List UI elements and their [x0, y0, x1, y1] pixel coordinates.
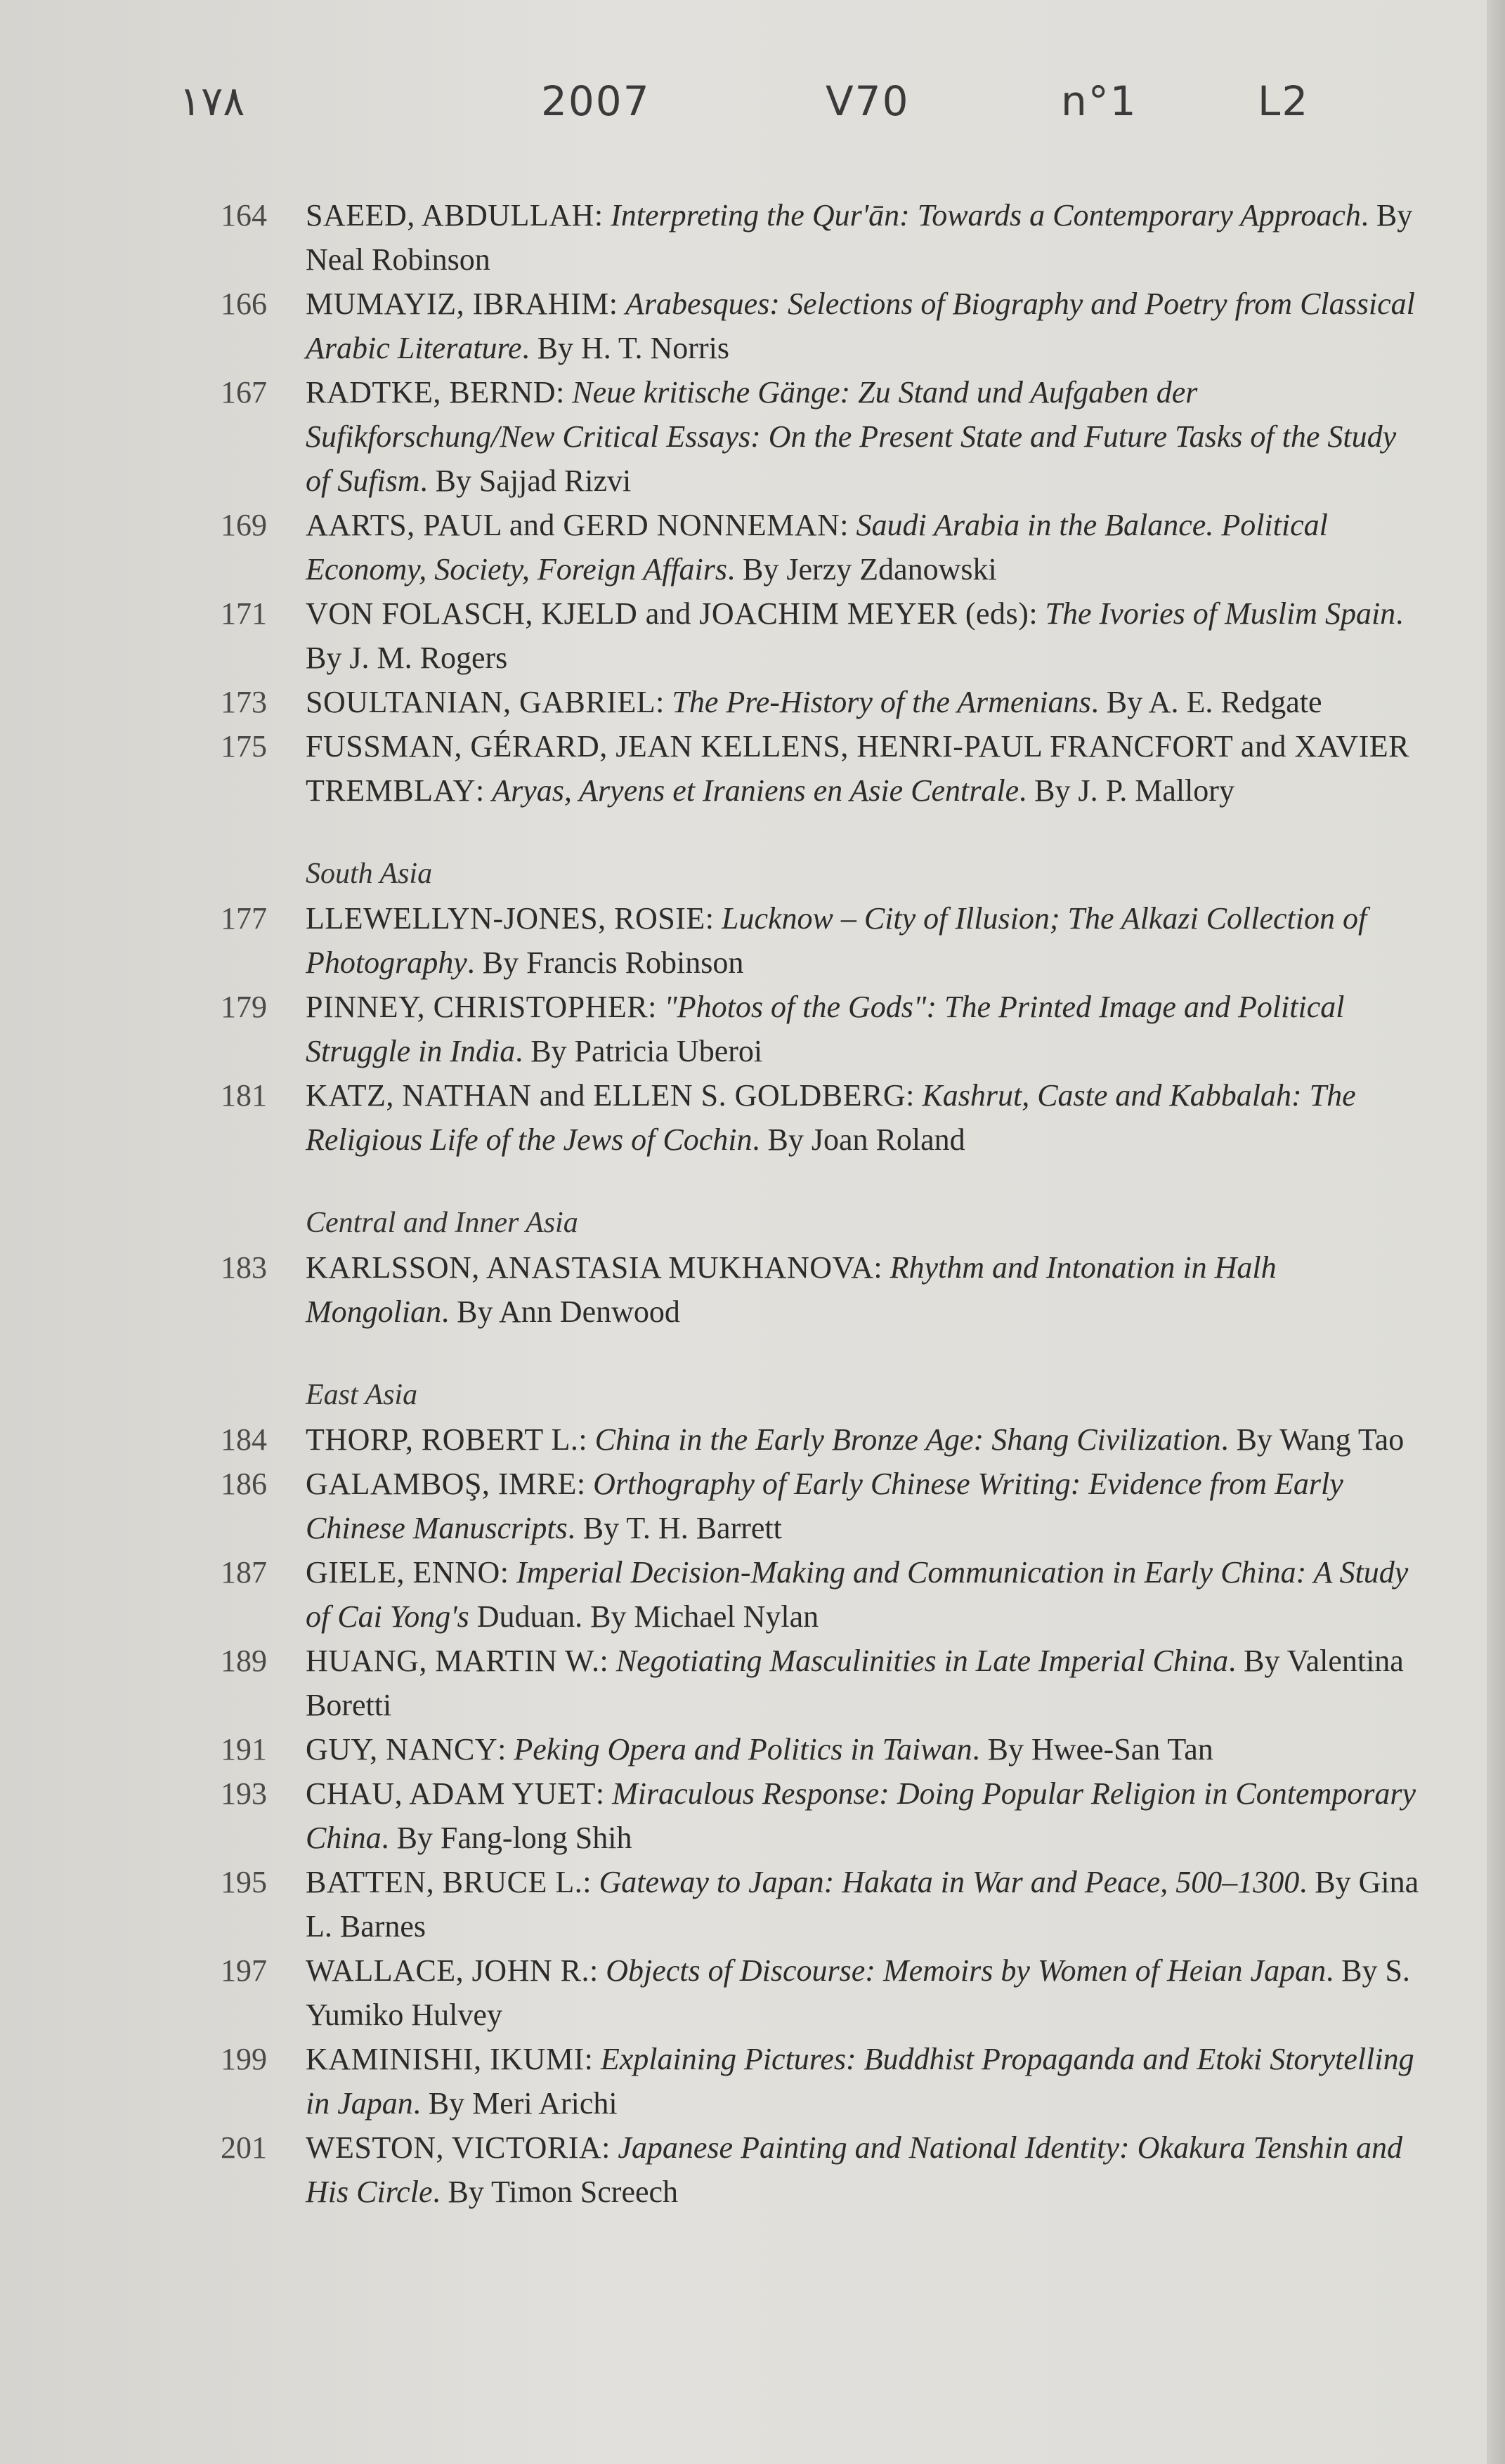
- review-entry: 181 KATZ, NATHAN and ELLEN S. GOLDBERG: Kashrut, Caste and Kabbalah: The Religious Life of the Jews of Cochin. By Joan Roland: [204, 1073, 1426, 1162]
- book-title: Kashrut, Caste and Kabbalah: The Religious Life of the Jews of Cochin: [306, 1078, 1356, 1157]
- reviewer: By Francis Robinson: [482, 945, 744, 980]
- book-title: Neue kritische Gänge: Zu Stand und Aufgaben der Sufikforschung/New Critical Essays: On the Present State and Future Tasks of the Study of Sufism: [306, 375, 1397, 498]
- review-entry: 189 HUANG, MARTIN W.: Negotiating Masculinities in Late Imperial China. By Valentina Boretti: [204, 1639, 1426, 1727]
- book-title: Interpreting the Qur'ān: Towards a Contemporary Approach: [611, 198, 1361, 232]
- book-author: SAEED, ABDULLAH: [306, 198, 594, 232]
- book-title: Aryas, Aryens et Iraniens en Asie Centrale: [492, 773, 1019, 808]
- section-heading: Central and Inner Asia: [306, 1207, 578, 1239]
- review-entry: 195 BATTEN, BRUCE L.: Gateway to Japan: Hakata in War and Peace, 500–1300. By Gina L. Barnes: [204, 1860, 1426, 1948]
- reviewer: By H. T. Norris: [537, 331, 729, 365]
- book-title: Explaining Pictures: Buddhist Propaganda and Etoki Storytelling in Japan: [306, 2042, 1414, 2121]
- review-entry: 173 SOULTANIAN, GABRIEL: The Pre-History of the Armenians. By A. E. Redgate: [204, 680, 1426, 724]
- page-number: 181: [221, 1078, 267, 1113]
- page-number: 193: [221, 1776, 267, 1811]
- review-entry: 186 GALAMBOŞ, IMRE: Orthography of Early Chinese Writing: Evidence from Early Chinese Manuscripts. By T. H. Barrett: [204, 1462, 1426, 1550]
- book-author: RADTKE, BERND: [306, 375, 556, 409]
- page-number: 166: [221, 287, 267, 321]
- page-number: 197: [221, 1953, 267, 1988]
- reviewer: By Fang-long Shih: [396, 1821, 632, 1855]
- book-title: Objects of Discourse: Memoirs by Women of Heian Japan: [606, 1953, 1327, 1988]
- book-title: China in the Early Bronze Age: Shang Civilization: [594, 1422, 1221, 1457]
- review-entry: 179 PINNEY, CHRISTOPHER: "Photos of the Gods": The Printed Image and Political Struggle in India. By Patricia Uberoi: [204, 985, 1426, 1073]
- review-entry: 199 KAMINISHI, IKUMI: Explaining Pictures: Buddhist Propaganda and Etoki Storytelling in Japan. By Meri Arichi: [204, 2037, 1426, 2125]
- review-entry: 167 RADTKE, BERND: Neue kritische Gänge: Zu Stand und Aufgaben der Sufikforschung/New Critical Essays: On the Present State and Future Tasks of the Study of Sufism. By Sajjad Rizvi: [204, 370, 1426, 503]
- page-number: 171: [221, 596, 267, 631]
- page-number: 169: [221, 508, 267, 542]
- book-author: VON FOLASCH, KJELD and JOACHIM MEYER (eds): [306, 596, 1029, 631]
- book-title: Gateway to Japan: Hakata in War and Peace, 500–1300: [599, 1865, 1300, 1899]
- review-list: [204, 193, 1426, 2214]
- book-author: THORP, ROBERT L.: [306, 1422, 579, 1457]
- handwritten-mark: L2: [1258, 77, 1310, 125]
- review-entry: 191 GUY, NANCY: Peking Opera and Politics in Taiwan. By Hwee-San Tan: [204, 1727, 1426, 1771]
- book-author: BATTEN, BRUCE L.: [306, 1865, 583, 1899]
- book-author: GIELE, ENNO: [306, 1555, 500, 1590]
- page-number: 199: [221, 2042, 267, 2076]
- book-title: "Photos of the Gods": The Printed Image and Political Struggle in India: [306, 990, 1345, 1068]
- page-number: 167: [221, 375, 267, 409]
- book-title: Saudi Arabia in the Balance. Political Economy, Society, Foreign Affairs: [306, 508, 1328, 586]
- review-entry: 166 MUMAYIZ, IBRAHIM: Arabesques: Selections of Biography and Poetry from Classical Arabic Literature. By H. T. Norris: [204, 282, 1426, 370]
- page-number: 191: [221, 1732, 267, 1767]
- page-number: 175: [221, 729, 267, 764]
- page-number: 189: [221, 1644, 267, 1678]
- review-entry: 184 THORP, ROBERT L.: China in the Early Bronze Age: Shang Civilization. By Wang Tao: [204, 1417, 1426, 1462]
- book-author: GALAMBOŞ, IMRE: [306, 1467, 577, 1501]
- reviewer: By Joan Roland: [767, 1122, 965, 1157]
- reviewer: By T. H. Barrett: [582, 1511, 782, 1545]
- review-entry: 187 GIELE, ENNO: Imperial Decision-Making and Communication in Early China: A Study of Cai Yong's Duduan. By Michael Nylan: [204, 1550, 1426, 1639]
- page-number: 186: [221, 1467, 267, 1501]
- book-title: Miraculous Response: Doing Popular Religion in Contemporary China: [306, 1776, 1416, 1855]
- review-entry: 164 SAEED, ABDULLAH: Interpreting the Qur'ān: Towards a Contemporary Approach. By Neal Robinson: [204, 193, 1426, 282]
- book-author: KAMINISHI, IKUMI: [306, 2042, 585, 2076]
- book-author: KARLSSON, ANASTASIA MUKHANOVA: [306, 1250, 874, 1285]
- reviewer: By J. M. Rogers: [306, 641, 508, 675]
- book-author: PINNEY, CHRISTOPHER: [306, 990, 649, 1024]
- handwritten-volume: V70: [826, 77, 910, 125]
- handwritten-number: ١٧٨: [179, 77, 245, 125]
- reviewer: By Meri Arichi: [428, 2086, 618, 2121]
- book-author: MUMAYIZ, IBRAHIM: [306, 287, 609, 321]
- reviewer: By Wang Tao: [1236, 1422, 1405, 1457]
- book-author: WESTON, VICTORIA: [306, 2130, 602, 2165]
- book-author: AARTS, PAUL and GERD NONNEMAN: [306, 508, 840, 542]
- reviewer: By Valentina Boretti: [306, 1644, 1404, 1722]
- book-author: GUY, NANCY: [306, 1732, 498, 1767]
- reviewer: By Patricia Uberoi: [530, 1034, 763, 1068]
- book-title: Peking Opera and Politics in Taiwan: [514, 1732, 972, 1767]
- book-title: Negotiating Masculinities in Late Imperial China: [615, 1644, 1229, 1678]
- reviewer: By Hwee-San Tan: [987, 1732, 1213, 1767]
- page-number: 183: [221, 1250, 267, 1285]
- handwritten-issue: n°1: [1061, 77, 1138, 125]
- reviewer: By Michael Nylan: [590, 1599, 819, 1634]
- page-number: 173: [221, 685, 267, 719]
- reviewer: By A. E. Redgate: [1106, 685, 1322, 719]
- book-title-tail: Duduan: [476, 1599, 575, 1634]
- page-number: 179: [221, 990, 267, 1024]
- review-entry: 183 KARLSSON, ANASTASIA MUKHANOVA: Rhythm and Intonation in Halh Mongolian. By Ann Denwood: [204, 1245, 1426, 1334]
- book-author: HUANG, MARTIN W.: [306, 1644, 600, 1678]
- book-author: SOULTANIAN, GABRIEL: [306, 685, 656, 719]
- book-title: The Pre-History of the Armenians: [672, 685, 1091, 719]
- book-title: Rhythm and Intonation in Halh Mongolian: [306, 1250, 1277, 1329]
- reviewer: By Sajjad Rizvi: [435, 464, 632, 498]
- book-author: FUSSMAN, GÉRARD, JEAN KELLENS, HENRI-PAUL FRANCFORT and XAVIER TREMBLAY: [306, 729, 1409, 808]
- reviewer: By J. P. Mallory: [1034, 773, 1234, 808]
- reviewer: By Neal Robinson: [306, 198, 1413, 277]
- book-author: KATZ, NATHAN and ELLEN S. GOLDBERG: [306, 1078, 906, 1113]
- handwritten-year: 2007: [541, 77, 651, 125]
- book-title: Orthography of Early Chinese Writing: Evidence from Early Chinese Manuscripts: [306, 1467, 1343, 1545]
- reviewer: By Ann Denwood: [457, 1295, 680, 1329]
- review-entry: 197 WALLACE, JOHN R.: Objects of Discourse: Memoirs by Women of Heian Japan. By S. Yumiko Hulvey: [204, 1948, 1426, 2037]
- review-entry: 201 WESTON, VICTORIA: Japanese Painting and National Identity: Okakura Tenshin and His Circle. By Timon Screech: [204, 2125, 1426, 2214]
- page-number: 195: [221, 1865, 267, 1899]
- book-title: Japanese Painting and National Identity: Okakura Tenshin and His Circle: [306, 2130, 1402, 2209]
- book-title: Arabesques: Selections of Biography and Poetry from Classical Arabic Literature: [306, 287, 1415, 365]
- page-number: 187: [221, 1555, 267, 1590]
- review-entry: 177 LLEWELLYN-JONES, ROSIE: Lucknow – City of Illusion; The Alkazi Collection of Photography. By Francis Robinson: [204, 896, 1426, 985]
- book-author: WALLACE, JOHN R.: [306, 1953, 589, 1988]
- review-entry: 193 CHAU, ADAM YUET: Miraculous Response: Doing Popular Religion in Contemporary China. By Fang-long Shih: [204, 1771, 1426, 1860]
- book-title: The Ivories of Muslim Spain: [1045, 596, 1396, 631]
- reviewer: By S. Yumiko Hulvey: [306, 1953, 1410, 2032]
- reviewer: By Jerzy Zdanowski: [743, 552, 997, 586]
- page-edge: [1487, 0, 1505, 2464]
- book-author: LLEWELLYN-JONES, ROSIE: [306, 901, 705, 936]
- reviewer: By Gina L. Barnes: [306, 1865, 1419, 1944]
- section-heading: East Asia: [306, 1379, 418, 1411]
- page-number: 177: [221, 901, 267, 936]
- reviewer: By Timon Screech: [448, 2175, 679, 2209]
- page-number: 201: [221, 2130, 267, 2165]
- book-title: Lucknow – City of Illusion; The Alkazi Collection of Photography: [306, 901, 1367, 980]
- book-title: Imperial Decision-Making and Communication in Early China: A Study of Cai Yong's: [306, 1555, 1409, 1634]
- section-heading: South Asia: [306, 858, 433, 890]
- review-entry: 169 AARTS, PAUL and GERD NONNEMAN: Saudi Arabia in the Balance. Political Economy, Society, Foreign Affairs. By Jerzy Zdanowski: [204, 503, 1426, 591]
- page-number: 184: [221, 1422, 267, 1457]
- review-entry: 175 FUSSMAN, GÉRARD, JEAN KELLENS, HENRI-PAUL FRANCFORT and XAVIER TREMBLAY: Aryas, Aryens et Iraniens en Asie Centrale. By J. P. Mallory: [204, 724, 1426, 813]
- page-number: 164: [221, 198, 267, 232]
- review-entry: 171 VON FOLASCH, KJELD and JOACHIM MEYER (eds): The Ivories of Muslim Spain. By J. M. Rogers: [204, 591, 1426, 680]
- book-author: CHAU, ADAM YUET: [306, 1776, 596, 1811]
